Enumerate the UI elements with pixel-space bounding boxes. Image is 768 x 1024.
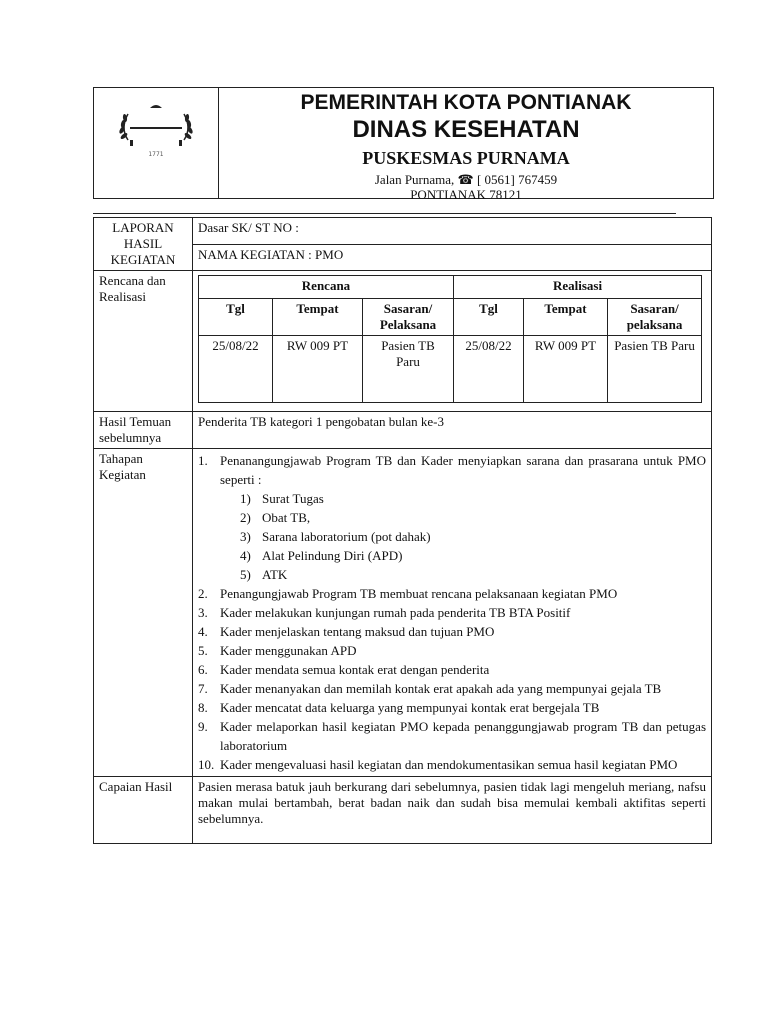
table-cell: 25/08/22 — [454, 336, 524, 403]
clinic-title: PUSKESMAS PURNAMA — [362, 148, 570, 168]
letterhead-titles — [219, 88, 713, 202]
city-emblem-icon — [114, 100, 198, 160]
plan-label: Rencana dan Realisasi — [94, 271, 193, 412]
plan-table — [198, 275, 702, 403]
address-line: Jalan Purnama, ☎ [ 0561] 767459 — [374, 172, 558, 187]
col-header: Tempat — [273, 299, 363, 336]
report-title: LAPORAN HASIL KEGIATAN — [94, 218, 193, 271]
result-text: Pasien merasa batuk jauh berkurang dari sebelumnya, pasien tidak lagi mengeluh meriang, nafsu makan mulai bertambah, berat badan naik dan sudah bisa memulai kembali aktifitas seperti sebelumnya. — [193, 777, 712, 844]
steps-cell — [193, 449, 712, 777]
col-header: Tempat — [524, 299, 608, 336]
list-item: 9. Kader melaporkan hasil kegiatan PMO kepada penanggungjawab program TB dan petugas laboratorium — [198, 719, 706, 753]
row-result — [94, 777, 712, 844]
steps-label: Tahapan Kegiatan — [94, 449, 193, 777]
list-item: 5. Kader menggunakan APD — [198, 643, 357, 658]
header-divider — [93, 213, 676, 214]
list-item: 2. Penangungjawab Program TB membuat rencana pelaksanaan kegiatan PMO — [198, 586, 618, 601]
list-item: 3) Sarana laboratorium (pot dahak) — [240, 529, 431, 544]
list-item: 4) Alat Pelindung Diri (APD) — [240, 548, 403, 563]
realisasi-header: Realisasi — [454, 276, 702, 299]
list-item: 5) ATK — [240, 567, 288, 582]
rencana-header: Rencana — [199, 276, 454, 299]
list-item: 10. Kader mengevaluasi hasil kegiatan dan mendokumentasikan semua hasil kegiatan PMO — [198, 757, 678, 772]
plan-cell — [193, 271, 712, 412]
list-item: 7. Kader menanyakan dan memilah kontak erat apakah ada yang mempunyai gejala TB — [198, 681, 662, 696]
table-cell: RW 009 PT — [273, 336, 363, 403]
previous-label: Hasil Temuan sebelumnya — [94, 412, 193, 449]
sub-steps-list — [220, 489, 706, 584]
previous-text: Penderita TB kategori 1 pengobatan bulan ke-3 — [193, 412, 712, 449]
table-cell: RW 009 PT — [524, 336, 608, 403]
list-item: 3. Kader melakukan kunjungan rumah pada penderita TB BTA Positif — [198, 605, 571, 620]
col-header: Sasaran/ pelaksana — [608, 299, 702, 336]
list-item: 8. Kader mencatat data keluarga yang mempunyai kontak erat bergejala TB — [198, 700, 600, 715]
result-label: Capaian Hasil — [94, 777, 193, 844]
row-previous — [94, 412, 712, 449]
table-cell: Pasien TB Paru — [363, 336, 454, 403]
letterhead — [93, 87, 714, 202]
report-table — [93, 217, 712, 844]
list-item: 2) Obat TB, — [240, 510, 311, 525]
col-header: Tgl — [454, 299, 524, 336]
row-steps — [94, 449, 712, 777]
list-item: 1) Surat Tugas — [240, 491, 324, 506]
col-header: Tgl — [199, 299, 273, 336]
government-title: PEMERINTAH KOTA PONTIANAK — [300, 91, 632, 114]
list-item: 1. Penanangungjawab Program TB dan Kader menyiapkan sarana dan prasarana untuk PMO seperti : 1) Surat Tugas 2) Obat TB, 3) Sarana laboratorium (pot dahak) 4) Alat Pelindung Diri (APD) 5) ATK — [198, 453, 706, 582]
logo-cell — [94, 88, 219, 198]
row-plan — [94, 271, 712, 412]
sk-field: Dasar SK/ ST NO : — [193, 218, 712, 245]
list-item: 4. Kader menjelaskan tentang maksud dan tujuan PMO — [198, 624, 495, 639]
logo-caption: 1771 — [148, 151, 164, 158]
table-cell: Pasien TB Paru — [608, 336, 702, 403]
steps-list — [198, 451, 706, 774]
agency-title: DINAS KESEHATAN — [352, 116, 580, 143]
table-cell: 25/08/22 — [199, 336, 273, 403]
list-item: 6. Kader mendata semua kontak erat dengan penderita — [198, 662, 490, 677]
activity-field: NAMA KEGIATAN : PMO — [193, 244, 712, 271]
col-header: Sasaran/ Pelaksana — [363, 299, 454, 336]
city-line: PONTIANAK 78121 — [410, 187, 522, 202]
row-sk — [94, 218, 712, 245]
